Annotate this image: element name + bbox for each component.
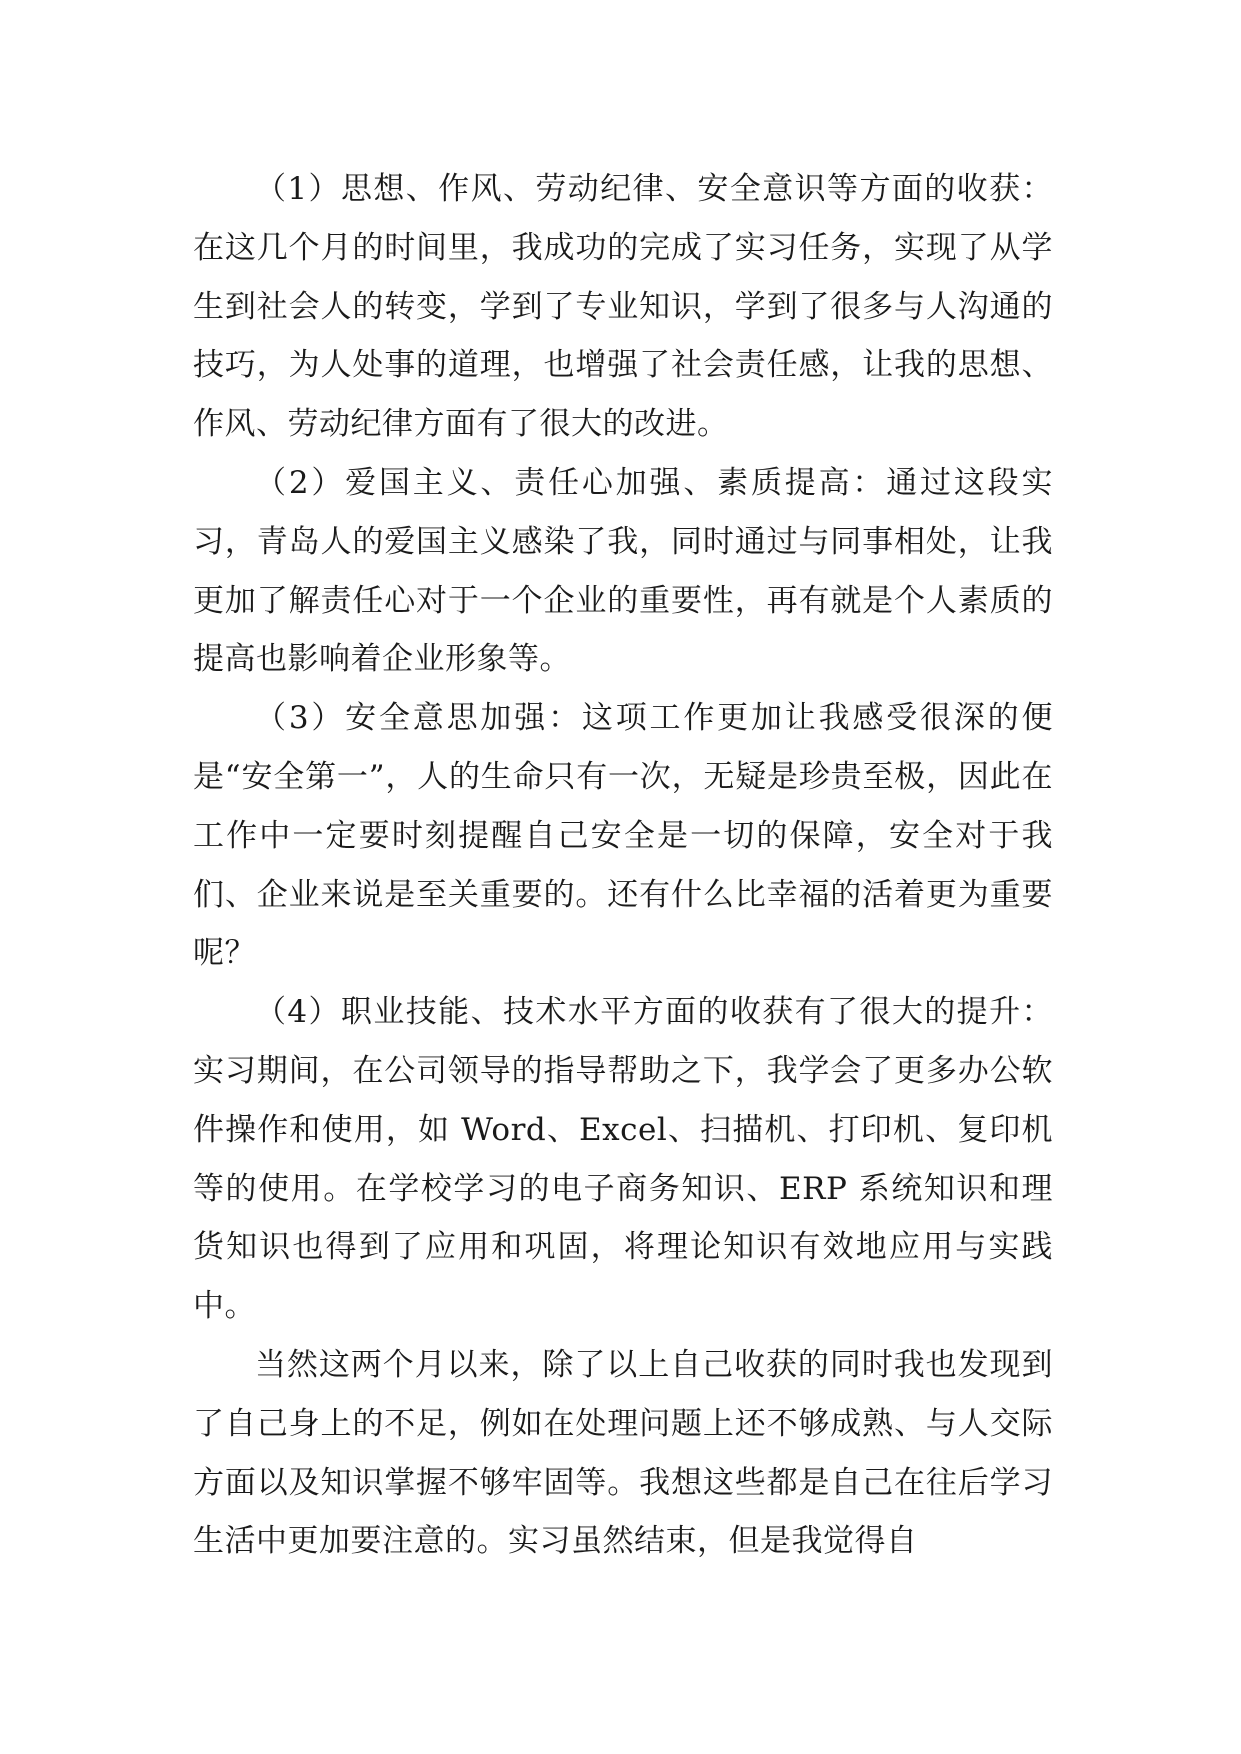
- document-body: [193, 160, 1053, 1571]
- paragraph-patriotism-responsibility: （2）爱国主义、责任心加强、素质提高：通过这段实习，青岛人的爱国主义感染了我，同时通过与同事相处，让我更加了解责任心对于一个企业的重要性，再有就是个人素质的提高也影响着企业形象等。: [193, 464, 1053, 678]
- paragraph-safety-awareness: （3）安全意思加强：这项工作更加让我感受很深的便是“安全第一”，人的生命只有一次，无疑是珍贵至极，因此在工作中一定要时刻提醒自己安全是一切的保障，安全对于我们、企业来说是至关重要的。还有什么比幸福的活着更为重要呢？: [193, 700, 1053, 972]
- paragraph-shortcomings: 当然这两个月以来，除了以上自己收获的同时我也发现到了自己身上的不足，例如在处理问题上还不够成熟、与人交际方面以及知识掌握不够牢固等。我想这些都是自己在往后学习生活中更加要注意的。实习虽然结束，但是我觉得自: [193, 1346, 1053, 1560]
- paragraph-thought-gains: （1）思想、作风、劳动纪律、安全意识等方面的收获：在这几个月的时间里，我成功的完成了实习任务，实现了从学生到社会人的转变，学到了专业知识，学到了很多与人沟通的技巧，为人处事的道理，也增强了社会责任感，让我的思想、作风、劳动纪律方面有了很大的改进。: [193, 171, 1053, 443]
- paragraph-professional-skills: （4）职业技能、技术水平方面的收获有了很大的提升：实习期间，在公司领导的指导帮助之下，我学会了更多办公软件操作和使用，如 Word、Excel、扫描机、打印机、复印机等的使用。在学校学习的电子商务知识、ERP 系统知识和理货知识也得到了应用和巩固，将理论知识有效地应用与实践中。: [193, 994, 1053, 1325]
